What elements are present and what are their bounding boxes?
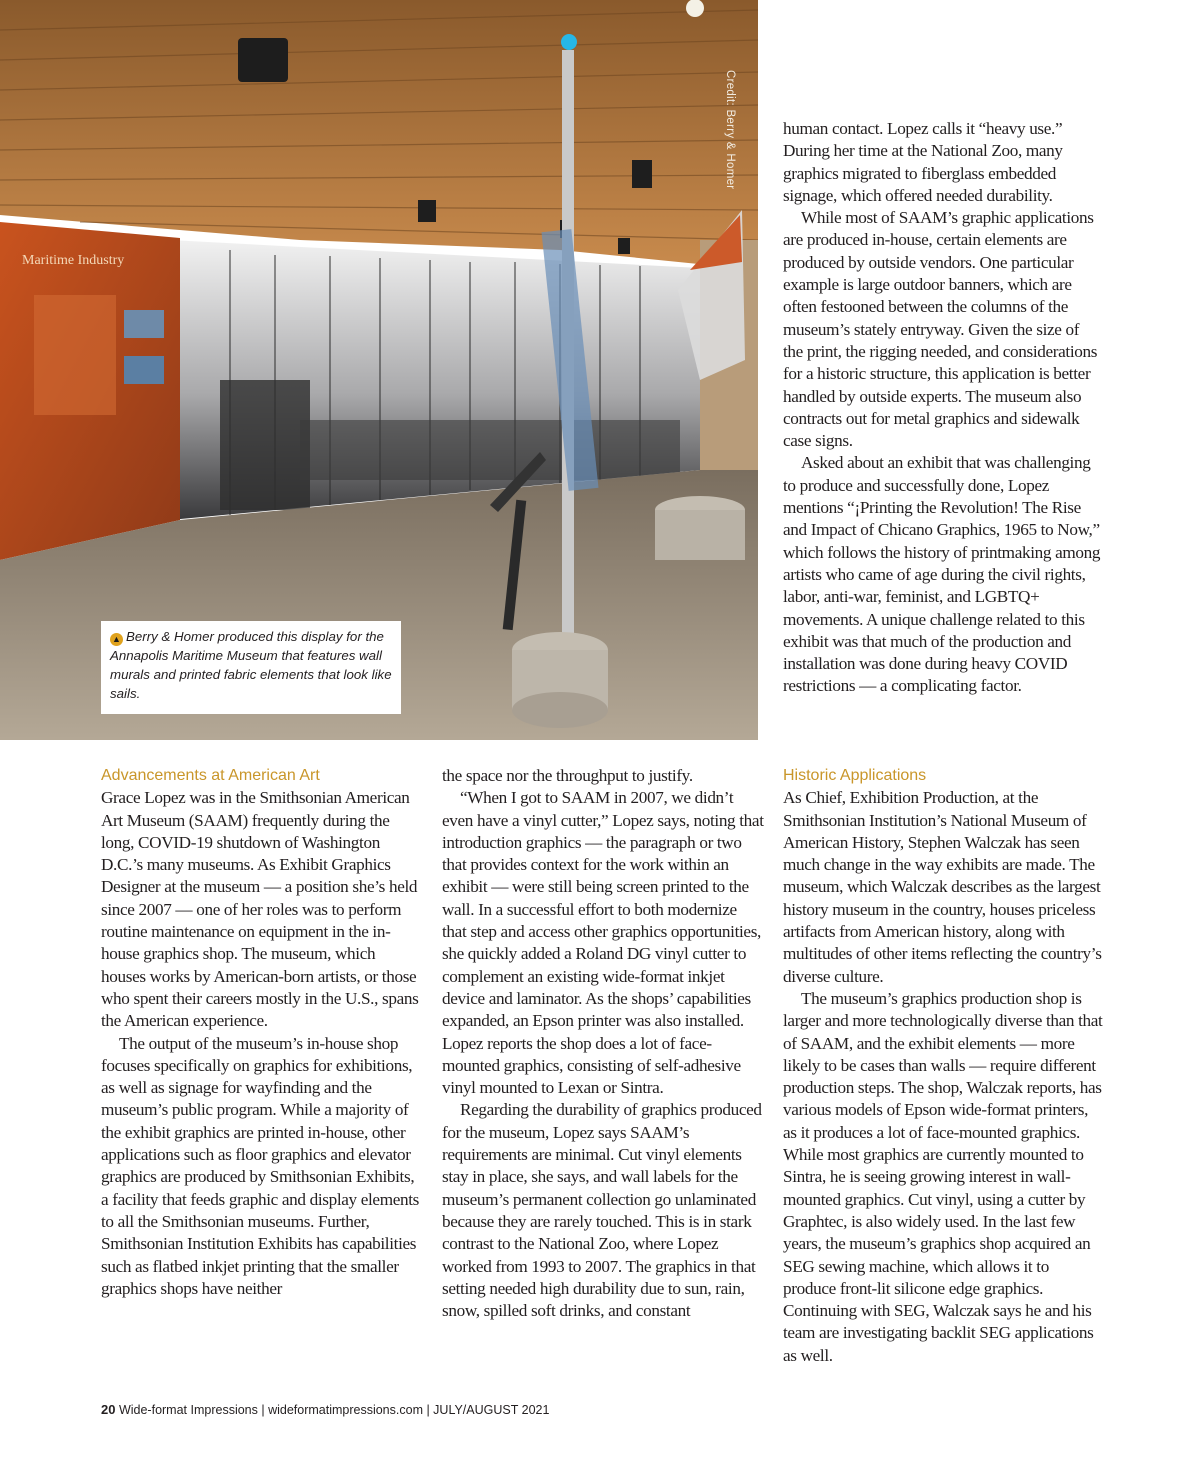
caption-text: Berry & Homer produced this display for the Annapolis Maritime Museum that features wall murals and printed fabric elements that look like sails. [110, 629, 392, 701]
paragraph: Regarding the durability of graphics produced for the museum, Lopez says SAAM’s requirements are minimal. Cut vinyl elements stay in place, she says, and wall labels for the museum’s permanent collection go unlaminated because they are rarely touched. This is in stark contrast to the National Zoo, where Lopez worked from 1993 to 2007. The graphics in that setting needed high durability due to sun, rain, snow, spilled soft drinks, and constant [442, 1100, 762, 1321]
column-2 [442, 765, 764, 1322]
paragraph: Grace Lopez was in the Smithsonian American Art Museum (SAAM) frequently during the long, COVID-19 shutdown of Washington D.C.’s many museums. As Exhibit Graphics Designer at the museum — a position she’s held since 2007 — one of her roles was to perform routine maintenance on equipment in the in-house graphics shop. The museum, which houses works by American-born artists, or those who spent their careers mostly in the U.S., spans the American experience. [101, 788, 419, 1031]
page-footer [101, 1402, 549, 1417]
panel-title: Maritime Industry [22, 253, 125, 268]
paragraph: Asked about an exhibit that was challenging to produce and successfully done, Lopez mentions “¡Printing the Revolution! The Rise and Impact of Chicano Graphics, 1965 to Now,” which follows the history of printmaking among artists who came of age during the civil rights, labor, anti-war, feminist, and LGBTQ+ movements. A unique challenge related to this exhibit was that much of the production and installation was done during heavy COVID restrictions — a complicating factor. [783, 453, 1101, 696]
paragraph: human contact. Lopez calls it “heavy use.” During her time at the National Zoo, many graphics migrated to fiberglass embedded signage, which offered needed durability. [783, 119, 1063, 205]
section-heading: Historic Applications [783, 767, 927, 784]
column-3 [783, 765, 1103, 1367]
page-number: 20 [101, 1402, 116, 1417]
paragraph: The museum’s graphics production shop is larger and more technologically diverse than that of SAAM, and the exhibit elements — more likely to be cases than walls — require different production steps. The shop, Walczak reports, has various models of Epson wide-format printers, as it produces a lot of face-mounted graphics. While most graphics are currently mounted to Sintra, he is seeing growing interest in wall-mounted graphics. Cut vinyl, using a cutter by Graphtec, is also widely used. In the last few years, the museum’s graphics shop acquired an SEG sewing machine, which allows it to produce front-lit silicone edge graphics. Continuing with SEG, Walczak says he and his team are investigating backlit SEG applications as well. [783, 988, 1103, 1365]
paragraph: “When I got to SAAM in 2007, we didn’t even have a vinyl cutter,” Lopez says, noting that introduction graphics — the paragraph or two that provides context for the work within an exhibit — were still being screen printed to the wall. In a successful effort to both modernize that step and access other graphics opportunities, she quickly added a Roland DG vinyl cutter to complement an existing wide-format inkjet device and laminator. As the shops’ capabilities expanded, an Epson printer was also installed. Lopez reports the shop does a lot of face-mounted graphics, consisting of self-adhesive vinyl mounted to Lexan or Sintra. [442, 788, 764, 1098]
feature-photo [0, 0, 758, 740]
paragraph: The output of the museum’s in-house shop focuses specifically on graphics for exhibitions, as well as signage for wayfinding and the museum’s public program. While a majority of the exhibit graphics are printed in-house, other applications such as floor graphics and elevator graphics are produced by Smithsonian Exhibits, a facility that feeds graphic and display elements to all the Smithsonian museums. Further, Smithsonian Institution Exhibits has capabilities such as flatbed inkjet printing that the smaller graphics shops have neither [101, 1033, 420, 1298]
paragraph: While most of SAAM’s graphic applications are produced in-house, certain elements are produced by outside vendors. One particular example is large outdoor banners, which are often festooned between the columns of the museum’s stately entryway. Given the size of the print, the rigging needed, and considerations for a historic structure, this application is better handled by outside experts. The museum also contracts out for metal graphics and sidewalk case signs. [783, 208, 1098, 451]
paragraph: As Chief, Exhibition Production, at the Smithsonian Institution’s National Museum of American History, Stephen Walczak has seen much change in the way exhibits are made. The museum, which Walczak describes as the largest history museum in the country, houses priceless artifacts from American history, along with multitudes of other items reflecting the country’s diverse culture. [783, 788, 1102, 986]
arrow-up-icon: ▲ [110, 633, 123, 646]
paragraph: the space nor the throughput to justify. [442, 766, 693, 785]
photo-credit: Credit: Berry & Homer [724, 70, 736, 190]
footer-text: Wide-format Impressions | wideformatimpressions.com | JULY/AUGUST 2021 [118, 1403, 550, 1417]
column-1 [101, 765, 423, 1300]
column-3-top [783, 118, 1103, 698]
photo-caption [101, 621, 401, 714]
section-heading: Advancements at American Art [101, 767, 320, 784]
